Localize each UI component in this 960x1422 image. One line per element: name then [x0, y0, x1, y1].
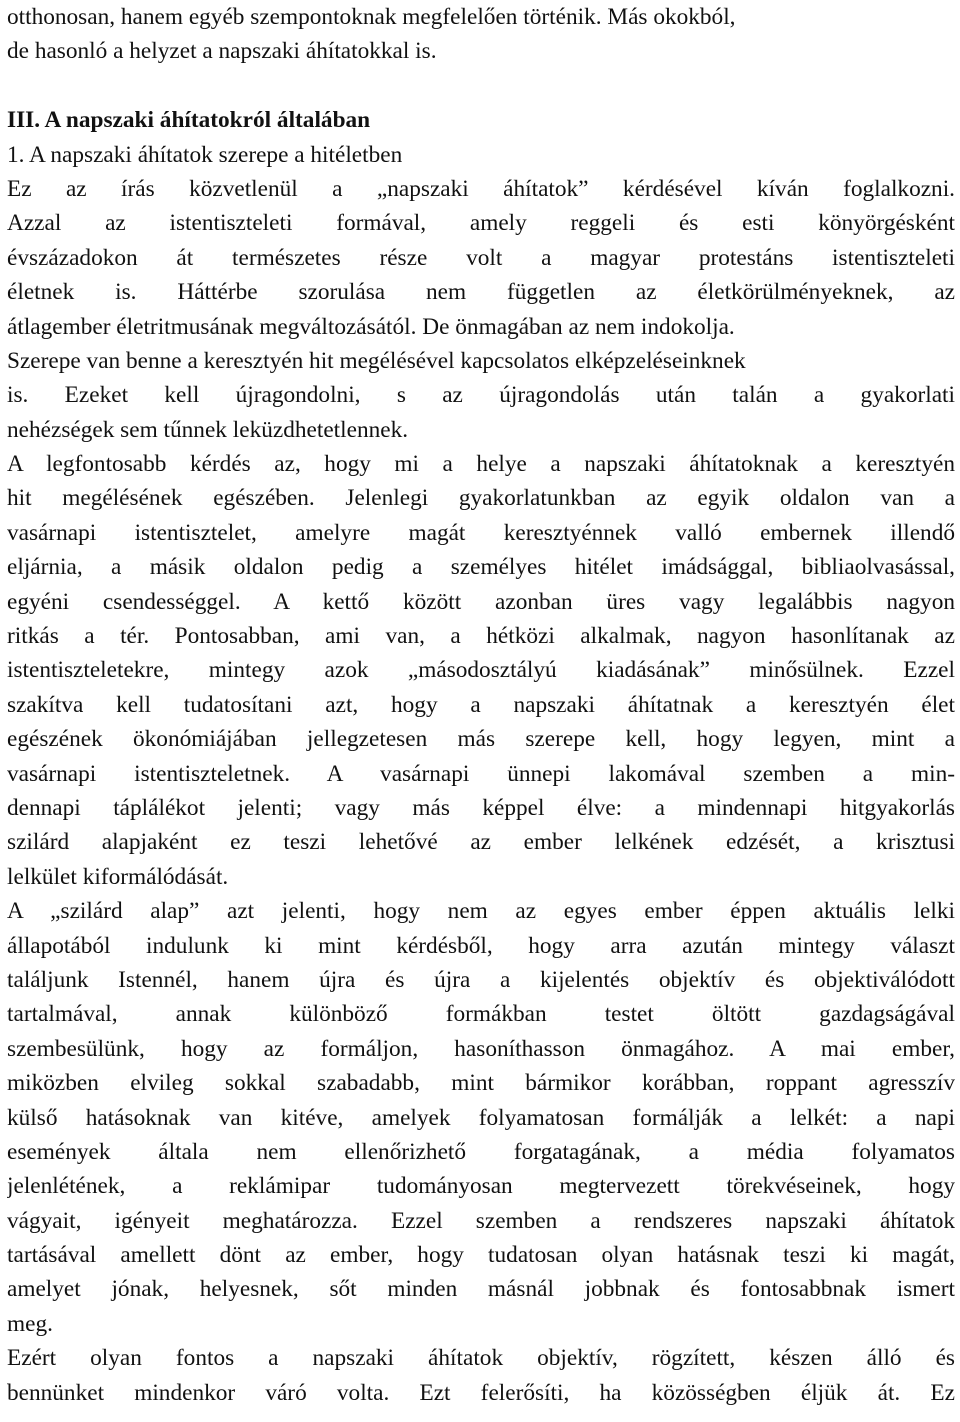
text-line: évszázadokon át természetes része volt a magyar protestáns istentiszteleti	[7, 244, 955, 271]
text-line: dennapi táplálékot jelenti; vagy más képpel élve: a mindennapi hitgyakorlás	[7, 794, 955, 821]
text-line: egyéni csendességgel. A kettő között azonban üres vagy legalábbis nagyon	[7, 588, 955, 615]
text-line: amelyet jónak, helyesnek, sőt minden másnál jobbnak és fontosabbnak ismert	[7, 1276, 955, 1303]
section-heading: III. A napszaki áhítatokról általában	[7, 107, 371, 134]
text-line: hit megélésének egészében. Jelenlegi gyakorlatunkban az egyik oldalon van a	[7, 485, 955, 512]
text-line: otthonosan, hanem egyéb szempontoknak megfelelően történik. Más okokból,	[7, 4, 736, 30]
text-line: Azzal az istentiszteleti formával, amely reggeli és esti könyörgésként	[7, 210, 955, 237]
text-line: életnek is. Háttérbe szorulása nem független az életkörülményeknek, az	[7, 279, 955, 306]
text-line: Ezért olyan fontos a napszaki áhítatok objektív, rögzített, készen álló és	[7, 1345, 955, 1372]
text-line: Szerepe van benne a keresztyén hit megélésével kapcsolatos elképzeléseinknek	[7, 347, 746, 374]
text-line: átlagember életritmusának megváltozásától. De önmagában az nem indokolja.	[7, 313, 735, 340]
text-line: lelkület kiformálódását.	[7, 863, 229, 890]
text-line: állapotából indulunk ki mint kérdésből, hogy arra azután mintegy választ	[7, 932, 955, 959]
text-line: meg.	[7, 1310, 53, 1337]
text-line: szilárd alapjaként ez teszi lehetővé az ember lelkének edzését, a krisztusi	[7, 829, 955, 856]
text-line: szembesülünk, hogy az formáljon, hasoníthasson önmagához. A mai ember,	[7, 1035, 955, 1062]
text-line: Ez az írás közvetlenül a „napszaki áhítatok” kérdésével kíván foglalkozni.	[7, 175, 955, 202]
text-line: miközben elvileg sokkal szabadabb, mint bármikor korábban, roppant agresszív	[7, 1070, 955, 1097]
text-line: tartalmával, annak különböző formákban testet öltött gazdagságával	[7, 1001, 955, 1028]
text-line: istentiszteletekre, mintegy azok „másodosztályú kiadásának” minősülnek. Ezzel	[7, 657, 955, 684]
text-line: A „szilárd alap” azt jelenti, hogy nem az egyes ember éppen aktuális lelki	[7, 898, 955, 925]
text-line: 1. A napszaki áhítatok szerepe a hitéletben	[7, 141, 403, 168]
text-line: ritkás a tér. Pontosabban, ami van, a hétközi alkalmak, nagyon hasonlítanak az	[7, 623, 955, 650]
text-line: bennünket mindenkor váró volta. Ezt felerősíti, ha közösségben éljük át. Ez	[7, 1379, 955, 1406]
blank-line	[7, 69, 955, 103]
text-line: események általa nem ellenőrizhető forgatagának, a média folyamatos	[7, 1138, 955, 1165]
text-line: vasárnapi istentisztelet, amelyre magát keresztyénnek valló embernek illendő	[7, 519, 955, 546]
text-line: eljárnia, a másik oldalon pedig a személyes hitélet imádsággal, bibliaolvasással,	[7, 554, 955, 581]
text-line: jelenlétének, a reklámipar tudományosan megtervezett törekvéseinek, hogy	[7, 1173, 955, 1200]
text-line: vasárnapi istentiszteletnek. A vasárnapi ünnepi lakomával szemben a min-	[7, 760, 955, 787]
text-line: szakítva kell tudatosítani azt, hogy a napszaki áhítatnak a keresztyén élet	[7, 691, 955, 718]
text-line: egészének ökonómiájában jellegzetesen más szerepe kell, hogy legyen, mint a	[7, 726, 955, 753]
text-line: találjunk Istennél, hanem újra és újra a kijelentés objektív és objektiválódott	[7, 966, 955, 993]
text-line: nehézségek sem tűnnek leküzdhetetlennek.	[7, 416, 409, 443]
text-line: is. Ezeket kell újragondolni, s az újragondolás után talán a gyakorlati	[7, 382, 955, 409]
text-line: vágyait, igényeit meghatározza. Ezzel szemben a rendszeres napszaki áhítatok	[7, 1207, 955, 1234]
text-line: külső hatásoknak van kitéve, amelyek folyamatosan formálják a lelkét: a napi	[7, 1104, 955, 1131]
text-line: tartásával amellett dönt az ember, hogy tudatosan olyan hatásnak teszi ki magát,	[7, 1242, 955, 1269]
text-line: de hasonló a helyzet a napszaki áhítatokkal is.	[7, 38, 437, 65]
text-line: A legfontosabb kérdés az, hogy mi a helye a napszaki áhítatoknak a keresztyén	[7, 451, 955, 478]
document-page	[7, 0, 955, 1410]
